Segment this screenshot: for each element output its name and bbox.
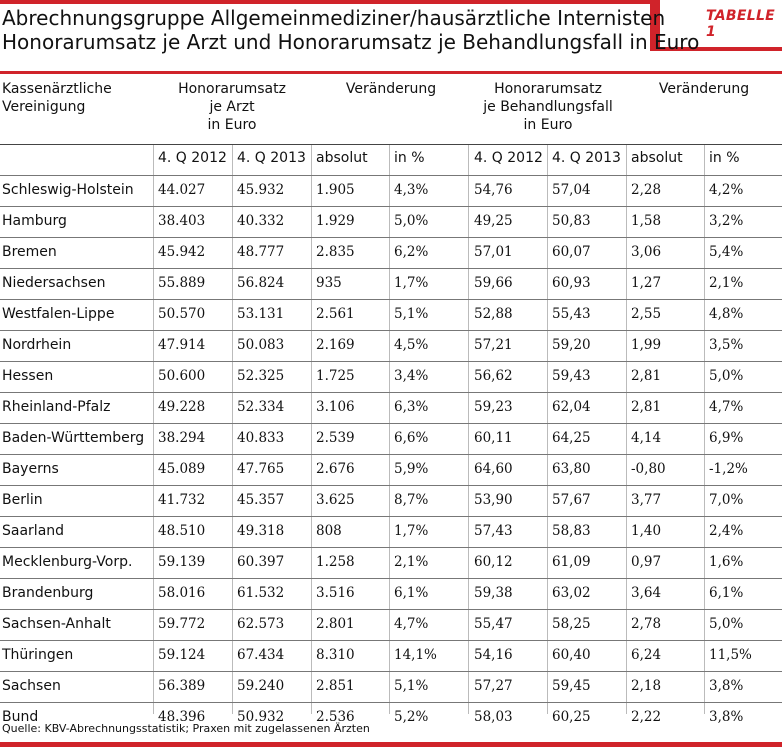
cell-veraenderung-prozent-1: 6,6% — [394, 430, 429, 446]
cell-umsatz-arzt-2013: 67.434 — [237, 647, 285, 663]
cell-umsatz-fall-2013: 62,04 — [552, 399, 591, 415]
cell-umsatz-arzt-2012: 55.889 — [158, 275, 206, 291]
cell-veraenderung-absolut-2: 2,78 — [631, 616, 662, 632]
cell-umsatz-arzt-2013: 40.332 — [237, 213, 285, 229]
cell-veraenderung-prozent-2: 5,0% — [709, 368, 744, 384]
cell-veraenderung-prozent-1: 4,3% — [394, 182, 429, 198]
cell-umsatz-fall-2012: 55,47 — [474, 616, 513, 632]
cell-umsatz-fall-2012: 64,60 — [474, 461, 513, 477]
cell-veraenderung-prozent-1: 4,5% — [394, 337, 429, 353]
title-line-2: Honorarumsatz je Arzt und Honorarumsatz je Behandlungsfall in Euro — [2, 30, 700, 54]
table-row — [0, 206, 782, 237]
cell-kv: Sachsen — [2, 678, 61, 694]
cell-veraenderung-prozent-2: 6,1% — [709, 585, 744, 601]
header-kv-line-1: Kassenärztliche — [2, 81, 112, 97]
table-row — [0, 609, 782, 640]
cell-kv: Westfalen-Lippe — [2, 306, 115, 322]
subheader-q2013-fall: 4. Q 2013 — [552, 150, 621, 166]
cell-veraenderung-absolut-1: 8.310 — [316, 647, 355, 663]
subheader-q2012-fall: 4. Q 2012 — [474, 150, 543, 166]
cell-umsatz-arzt-2012: 41.732 — [158, 492, 206, 508]
cell-umsatz-fall-2013: 57,04 — [552, 182, 591, 198]
subheader-absolut-2: absolut — [631, 150, 683, 166]
cell-veraenderung-absolut-1: 2.835 — [316, 244, 355, 260]
bottom-rule — [0, 742, 782, 747]
cell-umsatz-arzt-2012: 50.570 — [158, 306, 206, 322]
cell-kv: Schleswig-Holstein — [2, 182, 134, 198]
header-umsatz-fall-line-3: in Euro — [523, 117, 573, 133]
cell-veraenderung-absolut-2: 0,97 — [631, 554, 662, 570]
cell-veraenderung-absolut-1: 3.625 — [316, 492, 355, 508]
cell-veraenderung-absolut-1: 2.801 — [316, 616, 355, 632]
cell-umsatz-arzt-2012: 59.124 — [158, 647, 206, 663]
cell-umsatz-fall-2012: 54,76 — [474, 182, 513, 198]
header-umsatz-arzt-line-1: Honorarumsatz — [178, 81, 286, 97]
cell-veraenderung-prozent-2: 1,6% — [709, 554, 744, 570]
cell-veraenderung-absolut-2: 3,06 — [631, 244, 662, 260]
header-veraenderung-2: Veränderung — [658, 81, 750, 97]
cell-kv: Brandenburg — [2, 585, 94, 601]
cell-umsatz-arzt-2012: 48.396 — [158, 709, 206, 725]
cell-kv: Thüringen — [2, 647, 74, 663]
cell-umsatz-fall-2012: 59,38 — [474, 585, 513, 601]
header-umsatz-fall-line-2: je Behandlungsfall — [483, 99, 613, 115]
cell-veraenderung-prozent-1: 1,7% — [394, 523, 429, 539]
cell-veraenderung-absolut-1: 1.929 — [316, 213, 355, 229]
cell-umsatz-fall-2013: 60,25 — [552, 709, 591, 725]
cell-umsatz-fall-2012: 59,23 — [474, 399, 513, 415]
cell-umsatz-fall-2012: 56,62 — [474, 368, 513, 384]
cell-veraenderung-absolut-1: 2.561 — [316, 306, 355, 322]
table-row — [0, 330, 782, 361]
table-body — [0, 175, 782, 733]
cell-veraenderung-prozent-2: 5,0% — [709, 616, 744, 632]
cell-umsatz-arzt-2012: 38.403 — [158, 213, 206, 229]
cell-umsatz-arzt-2013: 52.325 — [237, 368, 285, 384]
cell-umsatz-arzt-2012: 49.228 — [158, 399, 206, 415]
table-row — [0, 237, 782, 268]
cell-veraenderung-absolut-1: 808 — [316, 523, 342, 539]
table-row — [0, 392, 782, 423]
cell-veraenderung-prozent-2: 4,7% — [709, 399, 744, 415]
cell-umsatz-fall-2013: 60,40 — [552, 647, 591, 663]
cell-umsatz-fall-2013: 63,02 — [552, 585, 591, 601]
cell-veraenderung-absolut-2: 1,40 — [631, 523, 662, 539]
header-kv-line-2: Vereinigung — [2, 99, 86, 115]
table-title — [2, 6, 699, 54]
cell-veraenderung-prozent-1: 5,0% — [394, 213, 429, 229]
cell-umsatz-arzt-2013: 56.824 — [237, 275, 285, 291]
cell-kv: Sachsen-Anhalt — [2, 616, 111, 632]
cell-kv: Nordrhein — [2, 337, 72, 353]
cell-umsatz-arzt-2012: 47.914 — [158, 337, 206, 353]
cell-veraenderung-absolut-1: 2.851 — [316, 678, 355, 694]
header-umsatz-arzt-line-2: je Arzt — [209, 99, 255, 115]
table-row — [0, 485, 782, 516]
cell-veraenderung-prozent-2: 11,5% — [709, 647, 752, 663]
cell-veraenderung-absolut-2: -0,80 — [631, 461, 666, 477]
cell-veraenderung-prozent-1: 6,1% — [394, 585, 429, 601]
cell-veraenderung-absolut-2: 4,14 — [631, 430, 662, 446]
cell-umsatz-fall-2013: 60,93 — [552, 275, 591, 291]
cell-veraenderung-absolut-1: 2.539 — [316, 430, 355, 446]
cell-umsatz-arzt-2012: 56.389 — [158, 678, 206, 694]
table-row — [0, 423, 782, 454]
cell-veraenderung-absolut-1: 1.258 — [316, 554, 355, 570]
table-row — [0, 578, 782, 609]
subheader-prozent-1: in % — [394, 150, 425, 166]
cell-kv: Niedersachsen — [2, 275, 106, 291]
cell-umsatz-fall-2012: 53,90 — [474, 492, 513, 508]
table-row — [0, 547, 782, 578]
cell-veraenderung-prozent-1: 5,9% — [394, 461, 429, 477]
cell-kv: Hamburg — [2, 213, 67, 229]
cell-umsatz-fall-2013: 59,20 — [552, 337, 591, 353]
cell-umsatz-fall-2012: 57,01 — [474, 244, 513, 260]
cell-veraenderung-prozent-2: 3,8% — [709, 678, 744, 694]
cell-veraenderung-prozent-2: -1,2% — [709, 461, 748, 477]
cell-umsatz-fall-2013: 57,67 — [552, 492, 591, 508]
cell-umsatz-fall-2012: 54,16 — [474, 647, 513, 663]
cell-veraenderung-prozent-2: 3,2% — [709, 213, 744, 229]
header-veraenderung-1: Veränderung — [345, 81, 437, 97]
cell-veraenderung-prozent-2: 2,4% — [709, 523, 744, 539]
cell-umsatz-fall-2012: 58,03 — [474, 709, 513, 725]
cell-veraenderung-prozent-2: 6,9% — [709, 430, 744, 446]
cell-umsatz-arzt-2013: 45.357 — [237, 492, 285, 508]
cell-veraenderung-absolut-2: 1,58 — [631, 213, 662, 229]
header-rule — [0, 71, 782, 74]
cell-umsatz-arzt-2012: 50.600 — [158, 368, 206, 384]
cell-veraenderung-prozent-1: 2,1% — [394, 554, 429, 570]
cell-umsatz-arzt-2012: 59.772 — [158, 616, 206, 632]
subheader-q2013-arzt: 4. Q 2013 — [237, 150, 306, 166]
cell-kv: Hessen — [2, 368, 54, 384]
cell-veraenderung-absolut-2: 2,81 — [631, 399, 662, 415]
cell-veraenderung-prozent-1: 5,2% — [394, 709, 429, 725]
cell-umsatz-fall-2012: 60,12 — [474, 554, 513, 570]
cell-umsatz-arzt-2013: 40.833 — [237, 430, 285, 446]
cell-veraenderung-absolut-1: 1.725 — [316, 368, 355, 384]
cell-veraenderung-prozent-2: 7,0% — [709, 492, 744, 508]
cell-umsatz-arzt-2013: 52.334 — [237, 399, 285, 415]
top-rule — [0, 0, 660, 4]
cell-veraenderung-absolut-1: 3.516 — [316, 585, 355, 601]
cell-veraenderung-absolut-2: 1,27 — [631, 275, 662, 291]
header-umsatz-arzt-line-3: in Euro — [207, 117, 257, 133]
cell-umsatz-fall-2013: 58,83 — [552, 523, 591, 539]
cell-veraenderung-absolut-2: 2,55 — [631, 306, 662, 322]
cell-veraenderung-prozent-1: 6,3% — [394, 399, 429, 415]
table-row — [0, 268, 782, 299]
header-kv — [2, 80, 112, 116]
cell-umsatz-arzt-2013: 60.397 — [237, 554, 285, 570]
cell-umsatz-fall-2012: 52,88 — [474, 306, 513, 322]
cell-umsatz-arzt-2012: 45.089 — [158, 461, 206, 477]
table-row — [0, 516, 782, 547]
table-row — [0, 671, 782, 702]
source-note: Quelle: KBV-Abrechnungsstatistik; Praxen mit zugelassenen Ärzten — [2, 722, 370, 735]
subheader-q2012-arzt: 4. Q 2012 — [158, 150, 227, 166]
table-row — [0, 454, 782, 485]
cell-veraenderung-prozent-2: 4,2% — [709, 182, 744, 198]
cell-veraenderung-absolut-1: 935 — [316, 275, 342, 291]
table-row — [0, 175, 782, 206]
cell-veraenderung-prozent-1: 14,1% — [394, 647, 437, 663]
cell-umsatz-fall-2012: 57,43 — [474, 523, 513, 539]
table-row — [0, 640, 782, 671]
cell-umsatz-arzt-2013: 53.131 — [237, 306, 285, 322]
cell-umsatz-fall-2013: 55,43 — [552, 306, 591, 322]
cell-veraenderung-absolut-2: 6,24 — [631, 647, 662, 663]
cell-veraenderung-prozent-1: 1,7% — [394, 275, 429, 291]
header-umsatz-arzt — [150, 80, 314, 134]
cell-veraenderung-absolut-1: 3.106 — [316, 399, 355, 415]
cell-umsatz-fall-2013: 60,07 — [552, 244, 591, 260]
cell-veraenderung-prozent-1: 4,7% — [394, 616, 429, 632]
cell-kv: Rheinland-Pfalz — [2, 399, 111, 415]
cell-veraenderung-prozent-1: 5,1% — [394, 678, 429, 694]
cell-umsatz-fall-2013: 61,09 — [552, 554, 591, 570]
cell-umsatz-fall-2012: 57,27 — [474, 678, 513, 694]
cell-umsatz-fall-2013: 59,45 — [552, 678, 591, 694]
cell-umsatz-fall-2012: 49,25 — [474, 213, 513, 229]
title-line-1: Abrechnungsgruppe Allgemeinmediziner/hausärztliche Internisten — [2, 6, 666, 30]
cell-veraenderung-absolut-2: 3,77 — [631, 492, 662, 508]
cell-veraenderung-prozent-2: 4,8% — [709, 306, 744, 322]
cell-veraenderung-absolut-2: 2,81 — [631, 368, 662, 384]
cell-veraenderung-absolut-1: 2.536 — [316, 709, 355, 725]
cell-veraenderung-prozent-2: 2,1% — [709, 275, 744, 291]
cell-kv: Bayerns — [2, 461, 59, 477]
cell-veraenderung-absolut-2: 3,64 — [631, 585, 662, 601]
cell-umsatz-arzt-2012: 48.510 — [158, 523, 206, 539]
cell-umsatz-arzt-2012: 45.942 — [158, 244, 206, 260]
cell-umsatz-arzt-2013: 50.083 — [237, 337, 285, 353]
cell-veraenderung-absolut-1: 2.676 — [316, 461, 355, 477]
data-table — [0, 144, 782, 733]
cell-umsatz-arzt-2012: 59.139 — [158, 554, 206, 570]
cell-umsatz-arzt-2013: 48.777 — [237, 244, 285, 260]
table-row — [0, 299, 782, 330]
cell-umsatz-arzt-2013: 62.573 — [237, 616, 285, 632]
cell-umsatz-fall-2012: 60,11 — [474, 430, 513, 446]
cell-veraenderung-absolut-1: 2.169 — [316, 337, 355, 353]
cell-veraenderung-prozent-1: 5,1% — [394, 306, 429, 322]
cell-umsatz-arzt-2013: 49.318 — [237, 523, 285, 539]
cell-kv: Saarland — [2, 523, 65, 539]
header-umsatz-fall — [468, 80, 628, 134]
cell-veraenderung-prozent-2: 3,8% — [709, 709, 744, 725]
cell-veraenderung-prozent-1: 8,7% — [394, 492, 429, 508]
subheader-prozent-2: in % — [709, 150, 740, 166]
table-row — [0, 361, 782, 392]
cell-veraenderung-absolut-2: 1,99 — [631, 337, 662, 353]
cell-kv: Baden-Württemberg — [2, 430, 145, 446]
cell-veraenderung-prozent-2: 5,4% — [709, 244, 744, 260]
cell-umsatz-fall-2013: 63,80 — [552, 461, 591, 477]
cell-umsatz-arzt-2013: 59.240 — [237, 678, 285, 694]
cell-umsatz-arzt-2013: 50.932 — [237, 709, 285, 725]
cell-umsatz-arzt-2012: 44.027 — [158, 182, 206, 198]
cell-veraenderung-absolut-1: 1.905 — [316, 182, 355, 198]
cell-kv: Berlin — [2, 492, 43, 508]
header-umsatz-fall-line-1: Honorarumsatz — [494, 81, 602, 97]
cell-veraenderung-prozent-1: 6,2% — [394, 244, 429, 260]
cell-kv: Bund — [2, 709, 39, 725]
cell-veraenderung-prozent-1: 3,4% — [394, 368, 429, 384]
cell-umsatz-fall-2013: 64,25 — [552, 430, 591, 446]
cell-veraenderung-absolut-2: 2,22 — [631, 709, 662, 725]
subheader-absolut-1: absolut — [316, 150, 368, 166]
cell-umsatz-fall-2012: 59,66 — [474, 275, 513, 291]
cell-umsatz-fall-2013: 59,43 — [552, 368, 591, 384]
cell-veraenderung-prozent-2: 3,5% — [709, 337, 744, 353]
cell-umsatz-arzt-2013: 47.765 — [237, 461, 285, 477]
cell-umsatz-fall-2012: 57,21 — [474, 337, 513, 353]
cell-umsatz-fall-2013: 58,25 — [552, 616, 591, 632]
cell-umsatz-arzt-2013: 45.932 — [237, 182, 285, 198]
cell-umsatz-arzt-2013: 61.532 — [237, 585, 285, 601]
cell-veraenderung-absolut-2: 2,28 — [631, 182, 662, 198]
cell-umsatz-arzt-2012: 38.294 — [158, 430, 206, 446]
cell-kv: Mecklenburg-Vorp. — [2, 554, 133, 570]
cell-umsatz-arzt-2012: 58.016 — [158, 585, 206, 601]
cell-kv: Bremen — [2, 244, 57, 260]
cell-umsatz-fall-2013: 50,83 — [552, 213, 591, 229]
table-number-label: TABELLE 1 — [706, 8, 776, 40]
subheader-row — [0, 144, 782, 175]
cell-veraenderung-absolut-2: 2,18 — [631, 678, 662, 694]
